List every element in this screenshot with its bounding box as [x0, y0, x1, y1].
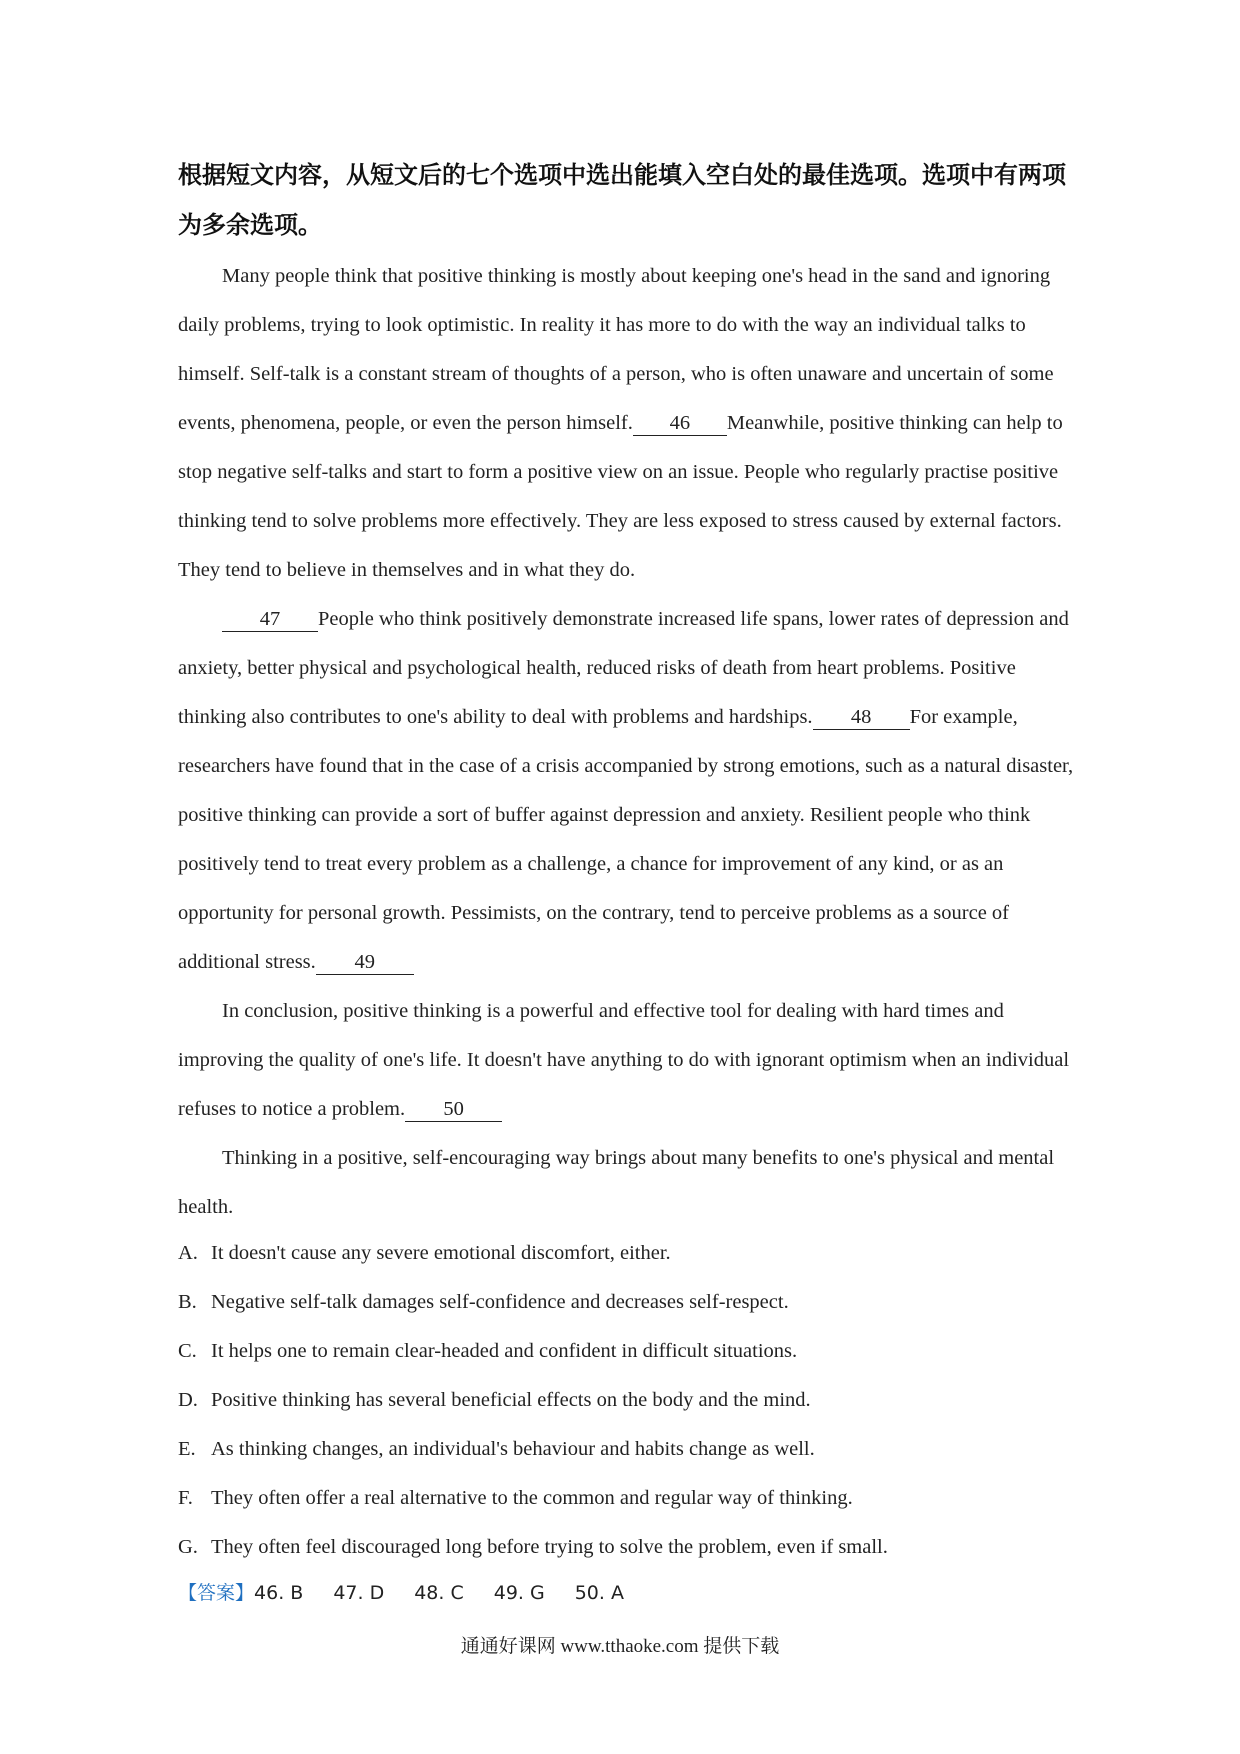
instruction-heading: 根据短文内容，从短文后的七个选项中选出能填入空白处的最佳选项。选项中有两项为多余选项。 [178, 161, 1066, 239]
answer-item: 48. C [414, 1582, 464, 1604]
blank-47: 47 [222, 607, 318, 632]
blank-48: 48 [813, 705, 910, 730]
option-letter: D. [178, 1389, 198, 1411]
option-text: It helps one to remain clear-headed and confident in difficult situations. [211, 1340, 798, 1362]
option-text: It doesn't cause any severe emotional discomfort, either. [211, 1242, 671, 1264]
answer-tag: 【答案】 [178, 1582, 255, 1604]
blank-49: 49 [316, 950, 414, 975]
blank-46: 46 [633, 411, 727, 436]
paragraph-3-text: In conclusion, positive thinking is a powerful and effective tool for dealing with hard times and improving the quality of one's life. It doesn't have anything to do with ignorant optimism when an individual refuses to notice a problem. [178, 1000, 1070, 1120]
option-text: Positive thinking has several beneficial effects on the body and the mind. [211, 1389, 811, 1411]
option-text: They often offer a real alternative to the common and regular way of thinking. [211, 1487, 853, 1509]
page-footer: 通通好课网 www.tthaoke.com 提供下载 [460, 1636, 780, 1657]
answer-key [178, 1578, 654, 1608]
answer-item: 50. A [574, 1582, 624, 1604]
passage [178, 252, 1080, 1232]
option-letter: G. [178, 1536, 198, 1558]
paragraph-2-part-2: For example, researchers have found that in the case of a crisis accompanied by strong emotions, such as a natural disaster, positive thinking can provide a sort of buffer against depression and anxiety. Resilient people who think positively tend to treat every problem as a challenge, a chance for improvement of any kind, or as an opportunity for personal growth. Pessimists, on the contrary, tend to perceive problems as a source of additional stress. [178, 706, 1074, 973]
option-letter: F. [178, 1487, 193, 1509]
paragraph-1-before: Many people think that positive thinking is mostly about keeping one's head in the sand and ignoring daily problems, trying to look optimistic. In reality it has more to do with the way an individual talks to himself. Self-talk is a constant stream of thoughts of a person, who is often unaware and uncertain of some events, phenomena, people, or even the person himself. [178, 265, 1054, 434]
option-c [178, 1327, 1080, 1376]
option-letter: C. [178, 1340, 197, 1362]
answer-item: 49. G [493, 1582, 545, 1604]
option-b [178, 1278, 1080, 1327]
option-e [178, 1425, 1080, 1474]
paragraph-4: Thinking in a positive, self-encouraging way brings about many benefits to one's physical and mental health. [178, 1147, 1055, 1218]
option-letter: B. [178, 1291, 197, 1313]
paragraph-1-after: Meanwhile, positive thinking can help to stop negative self-talks and start to form a positive view on an issue. People who regularly practise positive thinking tend to solve problems more effectively. They are less exposed to stress caused by external factors. They tend to believe in themselves and in what they do. [178, 412, 1063, 581]
option-letter: A. [178, 1242, 198, 1264]
option-a [178, 1229, 1080, 1278]
options-list [178, 1229, 1080, 1572]
option-d [178, 1376, 1080, 1425]
option-f [178, 1474, 1080, 1523]
option-letter: E. [178, 1438, 196, 1460]
option-text: As thinking changes, an individual's behaviour and habits change as well. [211, 1438, 815, 1460]
option-g [178, 1523, 1080, 1572]
paragraph-2-part-1: People who think positively demonstrate increased life spans, lower rates of depression and anxiety, better physical and psychological health, reduced risks of death from heart problems. Positive thinking also contributes to one's ability to deal with problems and hardships. [178, 608, 1069, 728]
paragraph-2 [178, 595, 1080, 987]
paragraph-1 [178, 252, 1080, 595]
option-text: They often feel discouraged long before trying to solve the problem, even if small. [211, 1536, 888, 1558]
blank-50: 50 [405, 1097, 502, 1122]
answer-item: 46. B [254, 1582, 304, 1604]
paragraph-3 [178, 987, 1080, 1134]
answer-item: 47. D [333, 1582, 385, 1604]
option-text: Negative self-talk damages self-confidence and decreases self-respect. [211, 1291, 789, 1313]
